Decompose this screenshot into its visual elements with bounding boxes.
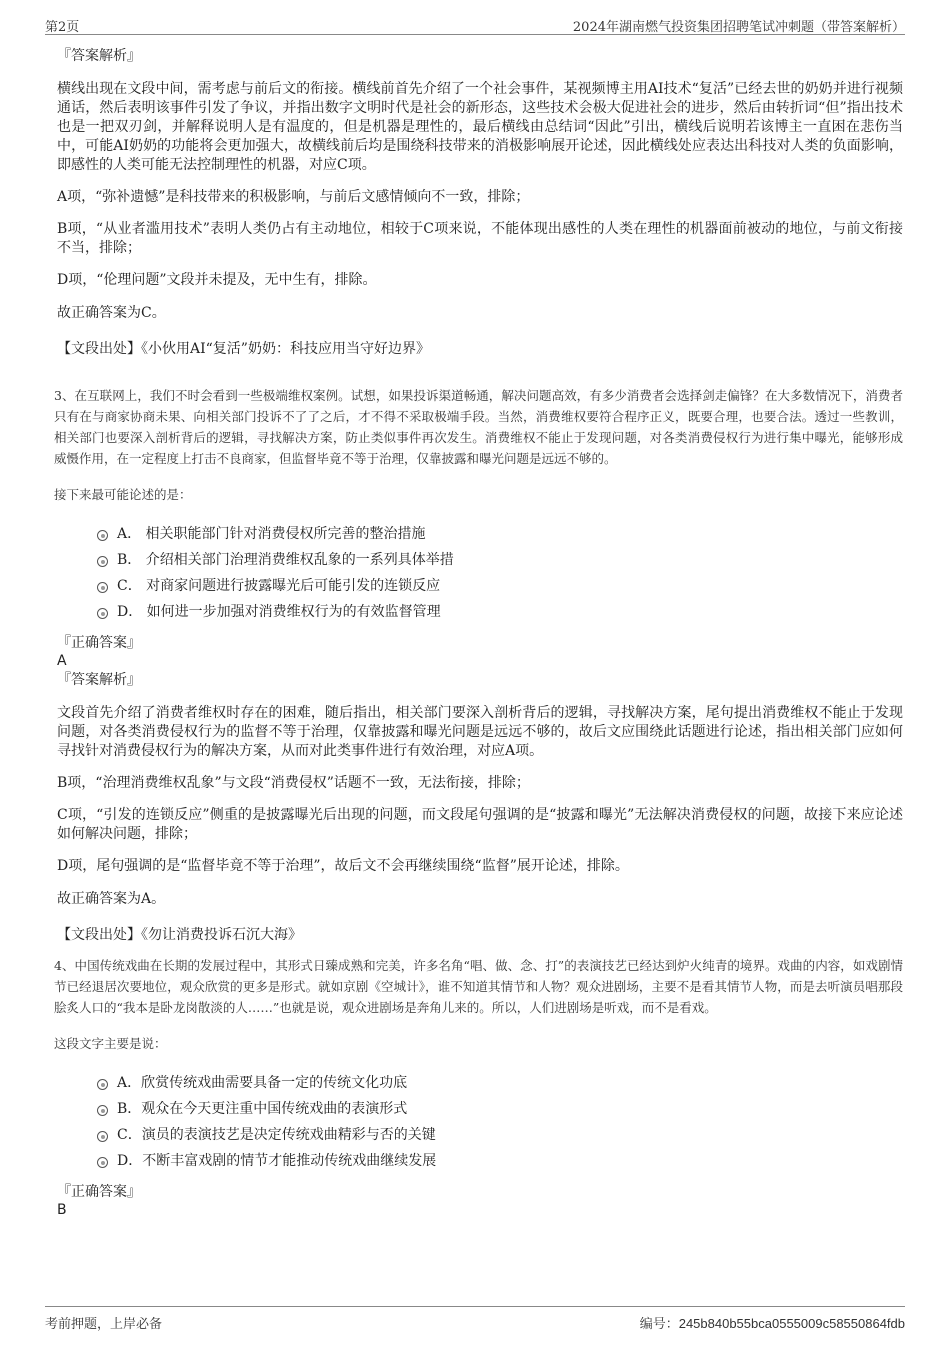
q4-answer-label: 『正确答案』 — [57, 1184, 141, 1200]
q2-option-b-analysis: B项，“从业者滥用技术”表明人类仍占有主动地位，相较于C项来说，不能体现出感性的人类在理性的机器面前被动的地位，与前文衔接不当，排除； — [57, 221, 903, 256]
q3-option-c-analysis: C项，“引发的连锁反应”侧重的是披露曝光后出现的问题，而文段尾句强调的是“披露和曝光”无法解决消费侵权的问题，故接下来应论述如何解决问题，排除； — [57, 807, 903, 842]
footer-code-label: 编号： — [639, 1317, 679, 1332]
q4-option-d[interactable]: D．不断丰富戏剧的情节才能推动传统戏曲继续发展 — [97, 1148, 903, 1174]
radio-icon[interactable] — [97, 556, 108, 567]
q2-analysis-section — [57, 46, 903, 359]
q3-options — [97, 521, 903, 625]
q3-question-text: 3、在互联网上，我们不时会看到一些极端维权案例。试想，如果投诉渠道畅通，解决问题高效，有多少消费者会选择剑走偏锋？在大多数情况下，消费者只有在与商家协商未果、向相关部门投诉不了了之后，才不得不采取极端手段。当然，消费维权要符合程序正义，既要合理，也要合法。透过一些教训，相关部门也要深入剖析背后的逻辑，寻找解决方案，防止类似事件再次发生。消费维权不能止于发现问题，对各类消费侵权行为进行集中曝光，能够形成威慑作用，在一定程度上打击不良商家，但监督毕竟不等于治理，仅靠披露和曝光问题是远远不够的。 — [54, 388, 903, 466]
radio-icon[interactable] — [97, 1105, 108, 1116]
radio-icon[interactable] — [97, 1079, 108, 1090]
q3-option-c[interactable]: C． 对商家问题进行披露曝光后可能引发的连锁反应 — [97, 573, 903, 599]
q3-analysis-label: 『答案解析』 — [57, 672, 141, 688]
radio-icon[interactable] — [97, 582, 108, 593]
q3-section — [54, 385, 903, 945]
q4-question-text: 4、中国传统戏曲在长期的发展过程中，其形式日臻成熟和完美，许多名角“唱、做、念、打”的表演技艺已经达到炉火纯青的境界。戏曲的内容，如戏剧情节已经退居次要地位，观众欣赏的更多是形式。就如京剧《空城计》，谁不知道其情节和人物？观众进剧场，主要不是看其情节人物，而是去听演员唱那段脍炙人口的“我本是卧龙岗散淡的人……”也就是说，观众进剧场是奔角儿来的。所以，人们进剧场是听戏，而不是看戏。 — [54, 958, 903, 1015]
q3-option-b-analysis: B项，“治理消费维权乱象”与文段“消费侵权”话题不一致，无法衔接，排除； — [57, 775, 530, 791]
page-content — [54, 46, 903, 1219]
q4-section — [54, 955, 903, 1219]
document-title: 2024年湖南燃气投资集团招聘笔试冲刺题（带答案解析） — [572, 20, 905, 35]
q4-option-a[interactable]: A．欣赏传统戏曲需要具备一定的传统文化功底 — [97, 1070, 903, 1096]
footer-code-value: 245b840b55bca0555009c58550864fdb — [678, 1316, 905, 1331]
q2-conclusion: 故正确答案为C。 — [57, 305, 166, 321]
q3-option-d-analysis: D项，尾句强调的是“监督毕竟不等于治理”，故后文不会再继续围绕“监督”展开论述，排除。 — [57, 858, 629, 874]
q2-option-a-analysis: A项，“弥补遗憾”是科技带来的积极影响，与前后文感情倾向不一致，排除； — [57, 189, 530, 205]
q4-option-b[interactable]: B．观众在今天更注重中国传统戏曲的表演形式 — [97, 1096, 903, 1122]
page-footer — [45, 1306, 905, 1332]
q3-source: 【文段出处】《勿让消费投诉石沉大海》 — [57, 927, 302, 943]
q4-option-c[interactable]: C．演员的表演技艺是决定传统戏曲精彩与否的关键 — [97, 1122, 903, 1148]
footer-slogan: 考前押题，上岸必备 — [45, 1317, 163, 1332]
radio-icon[interactable] — [97, 608, 108, 619]
radio-icon[interactable] — [97, 1157, 108, 1168]
page-number: 第2页 — [45, 20, 80, 35]
q4-options — [97, 1070, 903, 1174]
q4-answer: B — [57, 1202, 67, 1218]
q3-ask: 接下来最可能论述的是： — [54, 487, 192, 502]
q3-option-b[interactable]: B． 介绍相关部门治理消费维权乱象的一系列具体举措 — [97, 547, 903, 573]
q2-analysis-text: 横线出现在文段中间，需考虑与前后文的衔接。横线前首先介绍了一个社会事件，某视频博主用AI技术“复活”已经去世的奶奶并进行视频通话，然后表明该事件引发了争议，并指出数字文明时代是社会的新形态，这些技术会极大促进社会的进步，然后由转折词“但”指出技术也是一把双刃剑，并解释说明人是有温度的，但是机器是理性的，最后横线由总结词“因此”引出，横线后说明若该博主一直困在悲伤当中，可能AI奶奶的功能将会更加强大，故横线前后均是围绕科技带来的消极影响展开论述，因此横线处应表达出科技对人类的负面影响，即感性的人类可能无法控制理性的机器，对应C项。 — [57, 81, 903, 173]
q3-answer: A — [57, 653, 67, 669]
q3-option-d[interactable]: D． 如何进一步加强对消费维权行为的有效监督管理 — [97, 599, 903, 625]
radio-icon[interactable] — [97, 530, 108, 541]
q3-conclusion: 故正确答案为A。 — [57, 891, 166, 907]
radio-icon[interactable] — [97, 1131, 108, 1142]
footer-code — [640, 1313, 905, 1332]
q3-answer-label: 『正确答案』 — [57, 635, 141, 651]
q2-option-d-analysis: D项，“伦理问题”文段并未提及，无中生有，排除。 — [57, 272, 377, 288]
q2-source: 【文段出处】《小伙用AI“复活”奶奶：科技应用当守好边界》 — [57, 341, 430, 357]
q4-ask: 这段文字主要是说： — [54, 1036, 167, 1051]
q3-analysis-text: 文段首先介绍了消费者维权时存在的困难，随后指出，相关部门要深入剖析背后的逻辑，寻找解决方案，尾句提出消费维权不能止于发现问题，对各类消费侵权行为的监督不等于治理，仅靠披露和曝光问题是远远不够的，故后文应围绕此话题进行论述，指出相关部门应如何寻找针对消费侵权行为的解决方案，从而对此类事件进行有效治理，对应A项。 — [57, 705, 903, 759]
q3-option-a[interactable]: A． 相关职能部门针对消费侵权所完善的整治措施 — [97, 521, 903, 547]
q2-analysis-label: 『答案解析』 — [57, 48, 141, 64]
page-header — [45, 14, 905, 35]
